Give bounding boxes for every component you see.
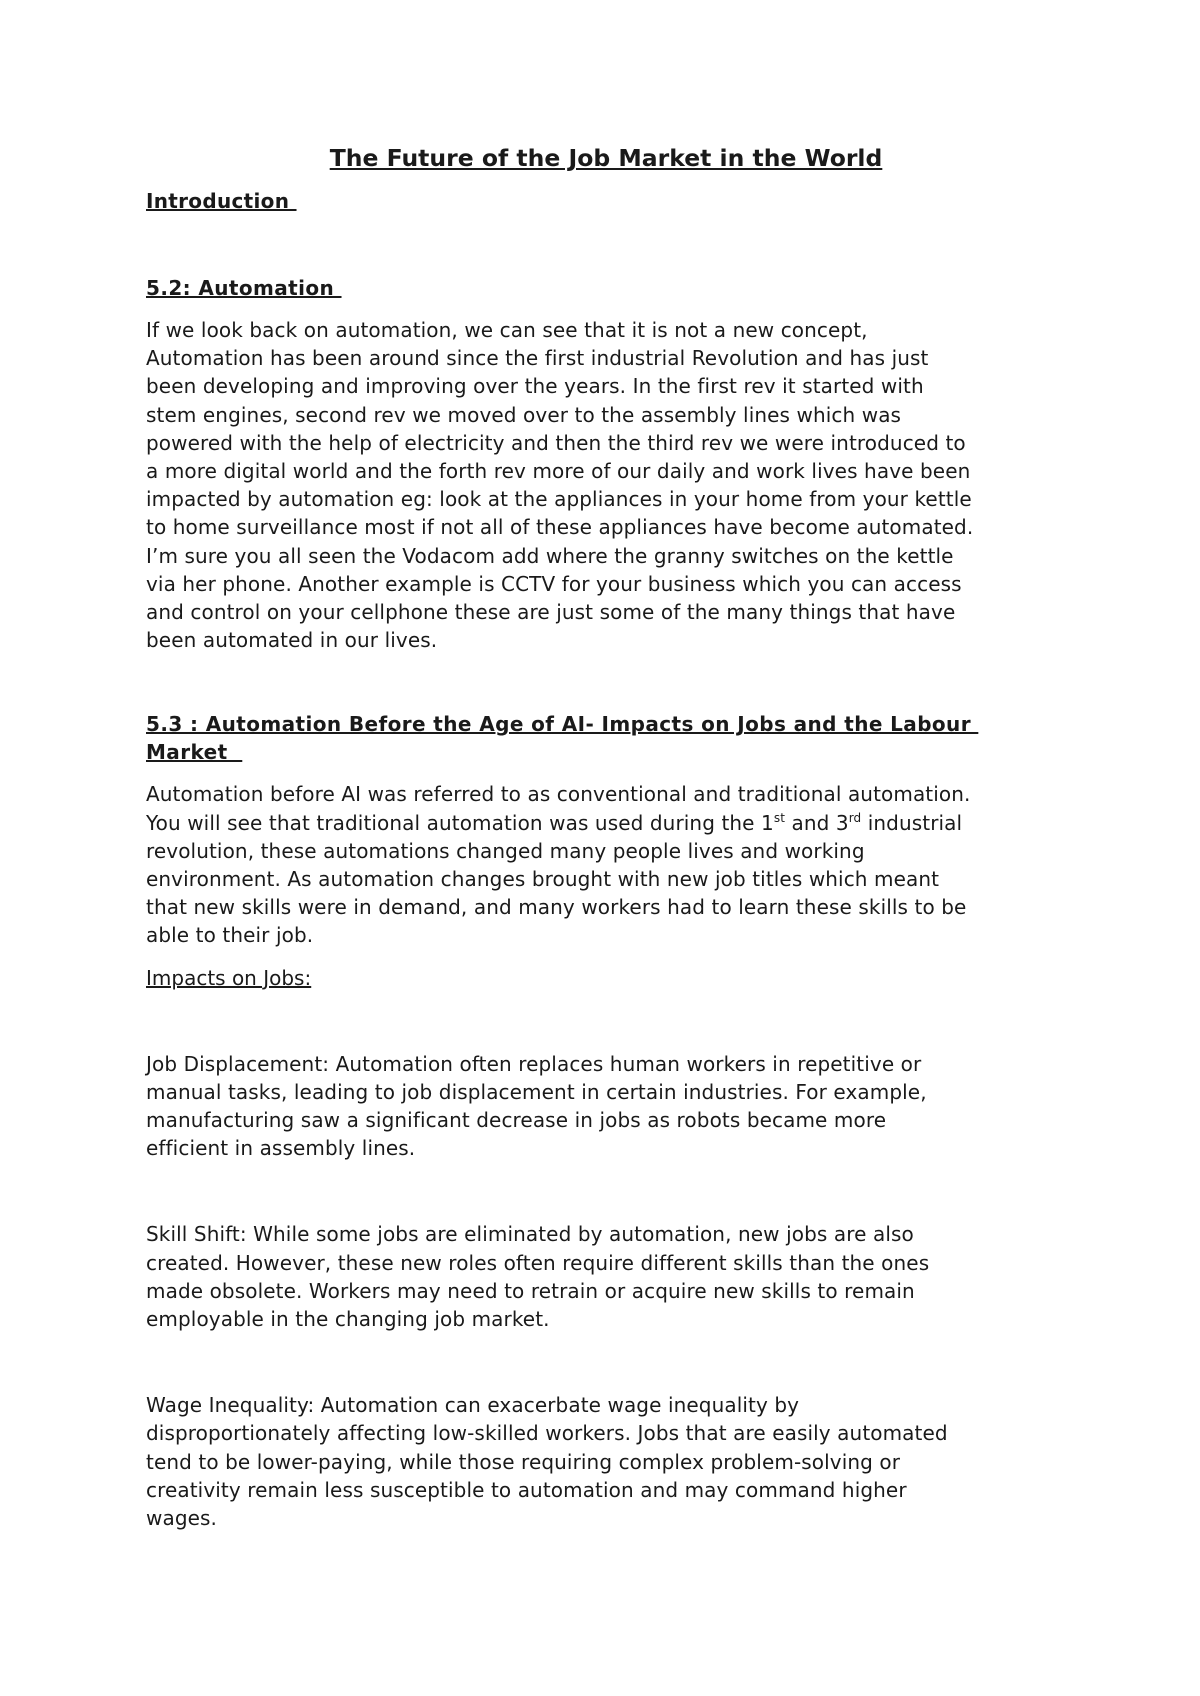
wage-inequality-paragraph: Wage Inequality: Automation can exacerbate wage inequality by disproportionately affecting low-skilled workers. Jobs that are easily automated tend to be lower-paying, while those requiring complex problem-solving or creativity remain less susceptible to automation and may command higher wages. — [146, 1393, 948, 1531]
section-5-3-body — [146, 780, 1066, 949]
introduction-heading: Introduction — [146, 189, 297, 213]
section-5-3-body-part3: industrial revolution, these automations changed many people lives and working environment. As automation changes brought with new job titles which meant that new skills were in demand, and many workers had to learn these skills to be able to their job. — [146, 810, 967, 948]
section-5-2-heading: 5.2: Automation — [146, 276, 342, 300]
section-5-3-body-part1: Automation before AI was referred to as conventional and traditional automation. You will see that traditional automation was used during the 1 — [146, 782, 971, 835]
skill-shift-paragraph: Skill Shift: While some jobs are eliminated by automation, new jobs are also created. However, these new roles often require different skills than the ones made obsolete. Workers may need to retrain or acquire new skills to remain employable in the changing job market. — [146, 1222, 930, 1332]
impacts-on-jobs-heading: Impacts on Jobs: — [146, 965, 312, 990]
section-5-3-body-part2: and 3 — [785, 810, 849, 835]
job-displacement-paragraph: Job Displacement: Automation often replaces human workers in repetitive or manual tasks, leading to job displacement in certain industries. For example, manufacturing saw a significant decrease in jobs as robots became more efficient in assembly lines. — [146, 1051, 927, 1161]
section-5-3-heading: 5.3 : Automation Before the Age of AI- Impacts on Jobs and the Labour Market — [146, 712, 971, 765]
document-page — [146, 141, 1066, 1532]
document-title: The Future of the Job Market in the World — [329, 144, 883, 172]
superscript-st: st — [773, 810, 786, 825]
section-5-2-body: If we look back on automation, we can see that it is not a new concept, Automation has been around since the first industrial Revolution and has just been developing and improving over the years. In the first rev it started with stem engines, second rev we moved over to the assembly lines which was powered with the help of electricity and then the third rev we were introduced to a more digital world and the forth rev more of our daily and work lives have been impacted by automation eg: look at the appliances in your home from your kettle to home surveillance most if not all of these appliances have become automated. I’m sure you all seen the Vodacom add where the granny switches on the kettle via her phone. Another example is CCTV for your business which you can access and control on your cellphone these are just some of the many things that have been automated in our lives. — [146, 318, 974, 653]
superscript-rd: rd — [848, 810, 862, 825]
